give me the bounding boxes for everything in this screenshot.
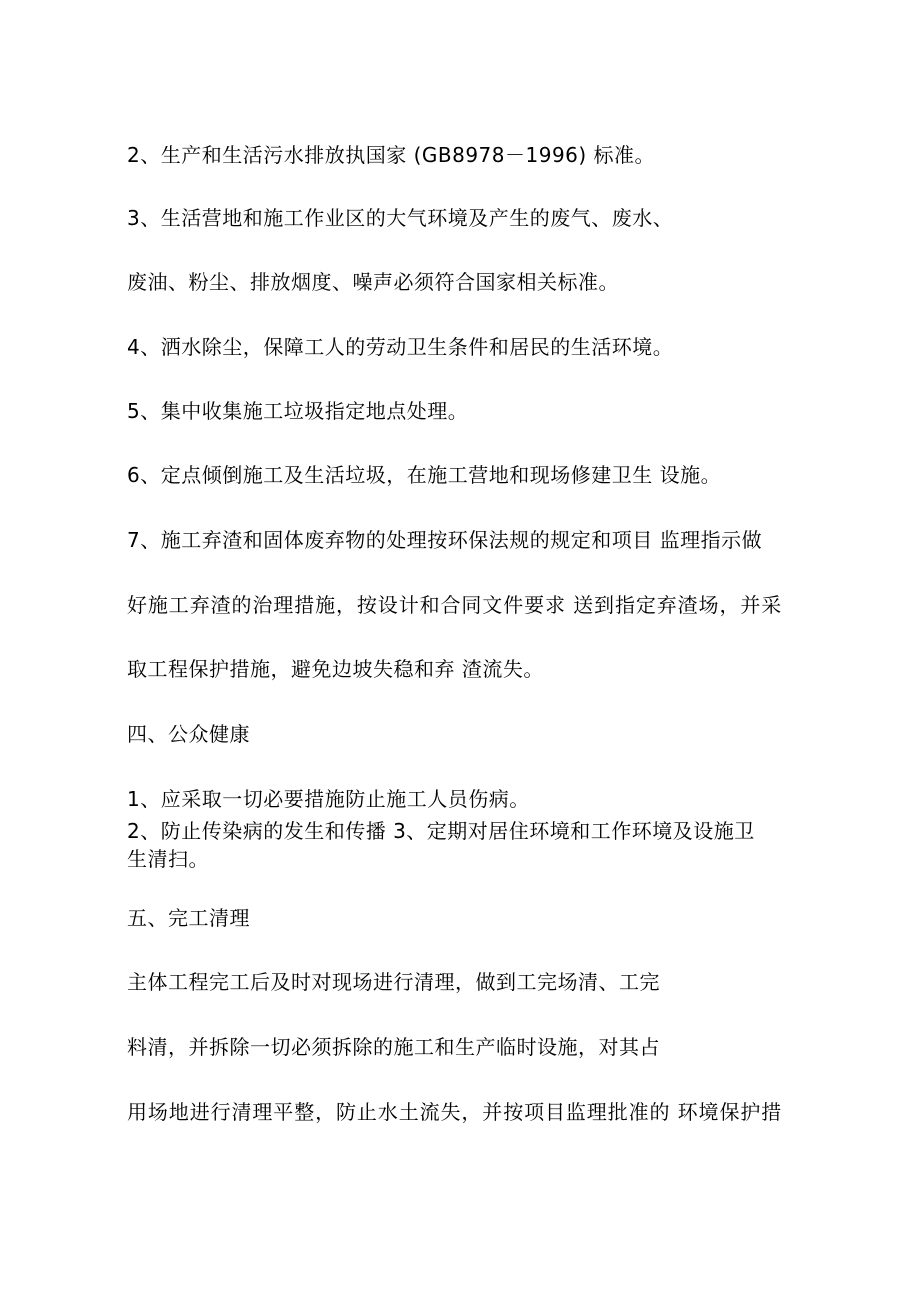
paragraph-line: 7、施工弃渣和固体废弃物的处理按环保法规的规定和项目 监理指示做 [127,528,763,552]
paragraph-line: 生清扫。 [127,847,209,871]
paragraph-line: 取工程保护措施，避免边坡失稳和弃 渣流失。 [127,657,544,681]
paragraph-line: 主体工程完工后及时对现场进行清理，做到工完场清、工完 [127,970,660,994]
paragraph-line: 3、生活营地和施工作业区的大气环境及产生的废气、废水、 [127,206,674,230]
paragraph-line: 好施工弃渣的治理措施，按设计和合同文件要求 送到指定弃渣场，并采 [127,593,783,617]
paragraph-line: 5、集中收集施工垃圾指定地点处理。 [127,399,469,423]
paragraph-line: 料清，并拆除一切必须拆除的施工和生产临时设施，对其占 [127,1035,660,1059]
paragraph-line: 1、应采取一切必要措施防止施工人员伤病。 [127,787,530,811]
paragraph-line: 2、防止传染病的发生和传播 3、定期对居住环境和工作环境及设施卫 [127,819,755,843]
paragraph-line: 4、洒水除尘，保障工人的劳动卫生条件和居民的生活环境。 [127,335,674,359]
paragraph-line: 6、定点倾倒施工及生活垃圾，在施工营地和现场修建卫生 设施。 [127,463,722,487]
section-heading: 四、公众健康 [127,722,250,746]
paragraph-line: 2、生产和生活污水排放执国家 (GB8978－1996) 标准。 [127,143,656,167]
paragraph-line: 用场地进行清理平整，防止水土流失，并按项目监理批准的 环境保护措 [127,1100,783,1124]
section-heading: 五、完工清理 [127,906,250,930]
paragraph-line: 废油、粉尘、排放烟度、噪声必须符合国家相关标准。 [127,270,619,294]
